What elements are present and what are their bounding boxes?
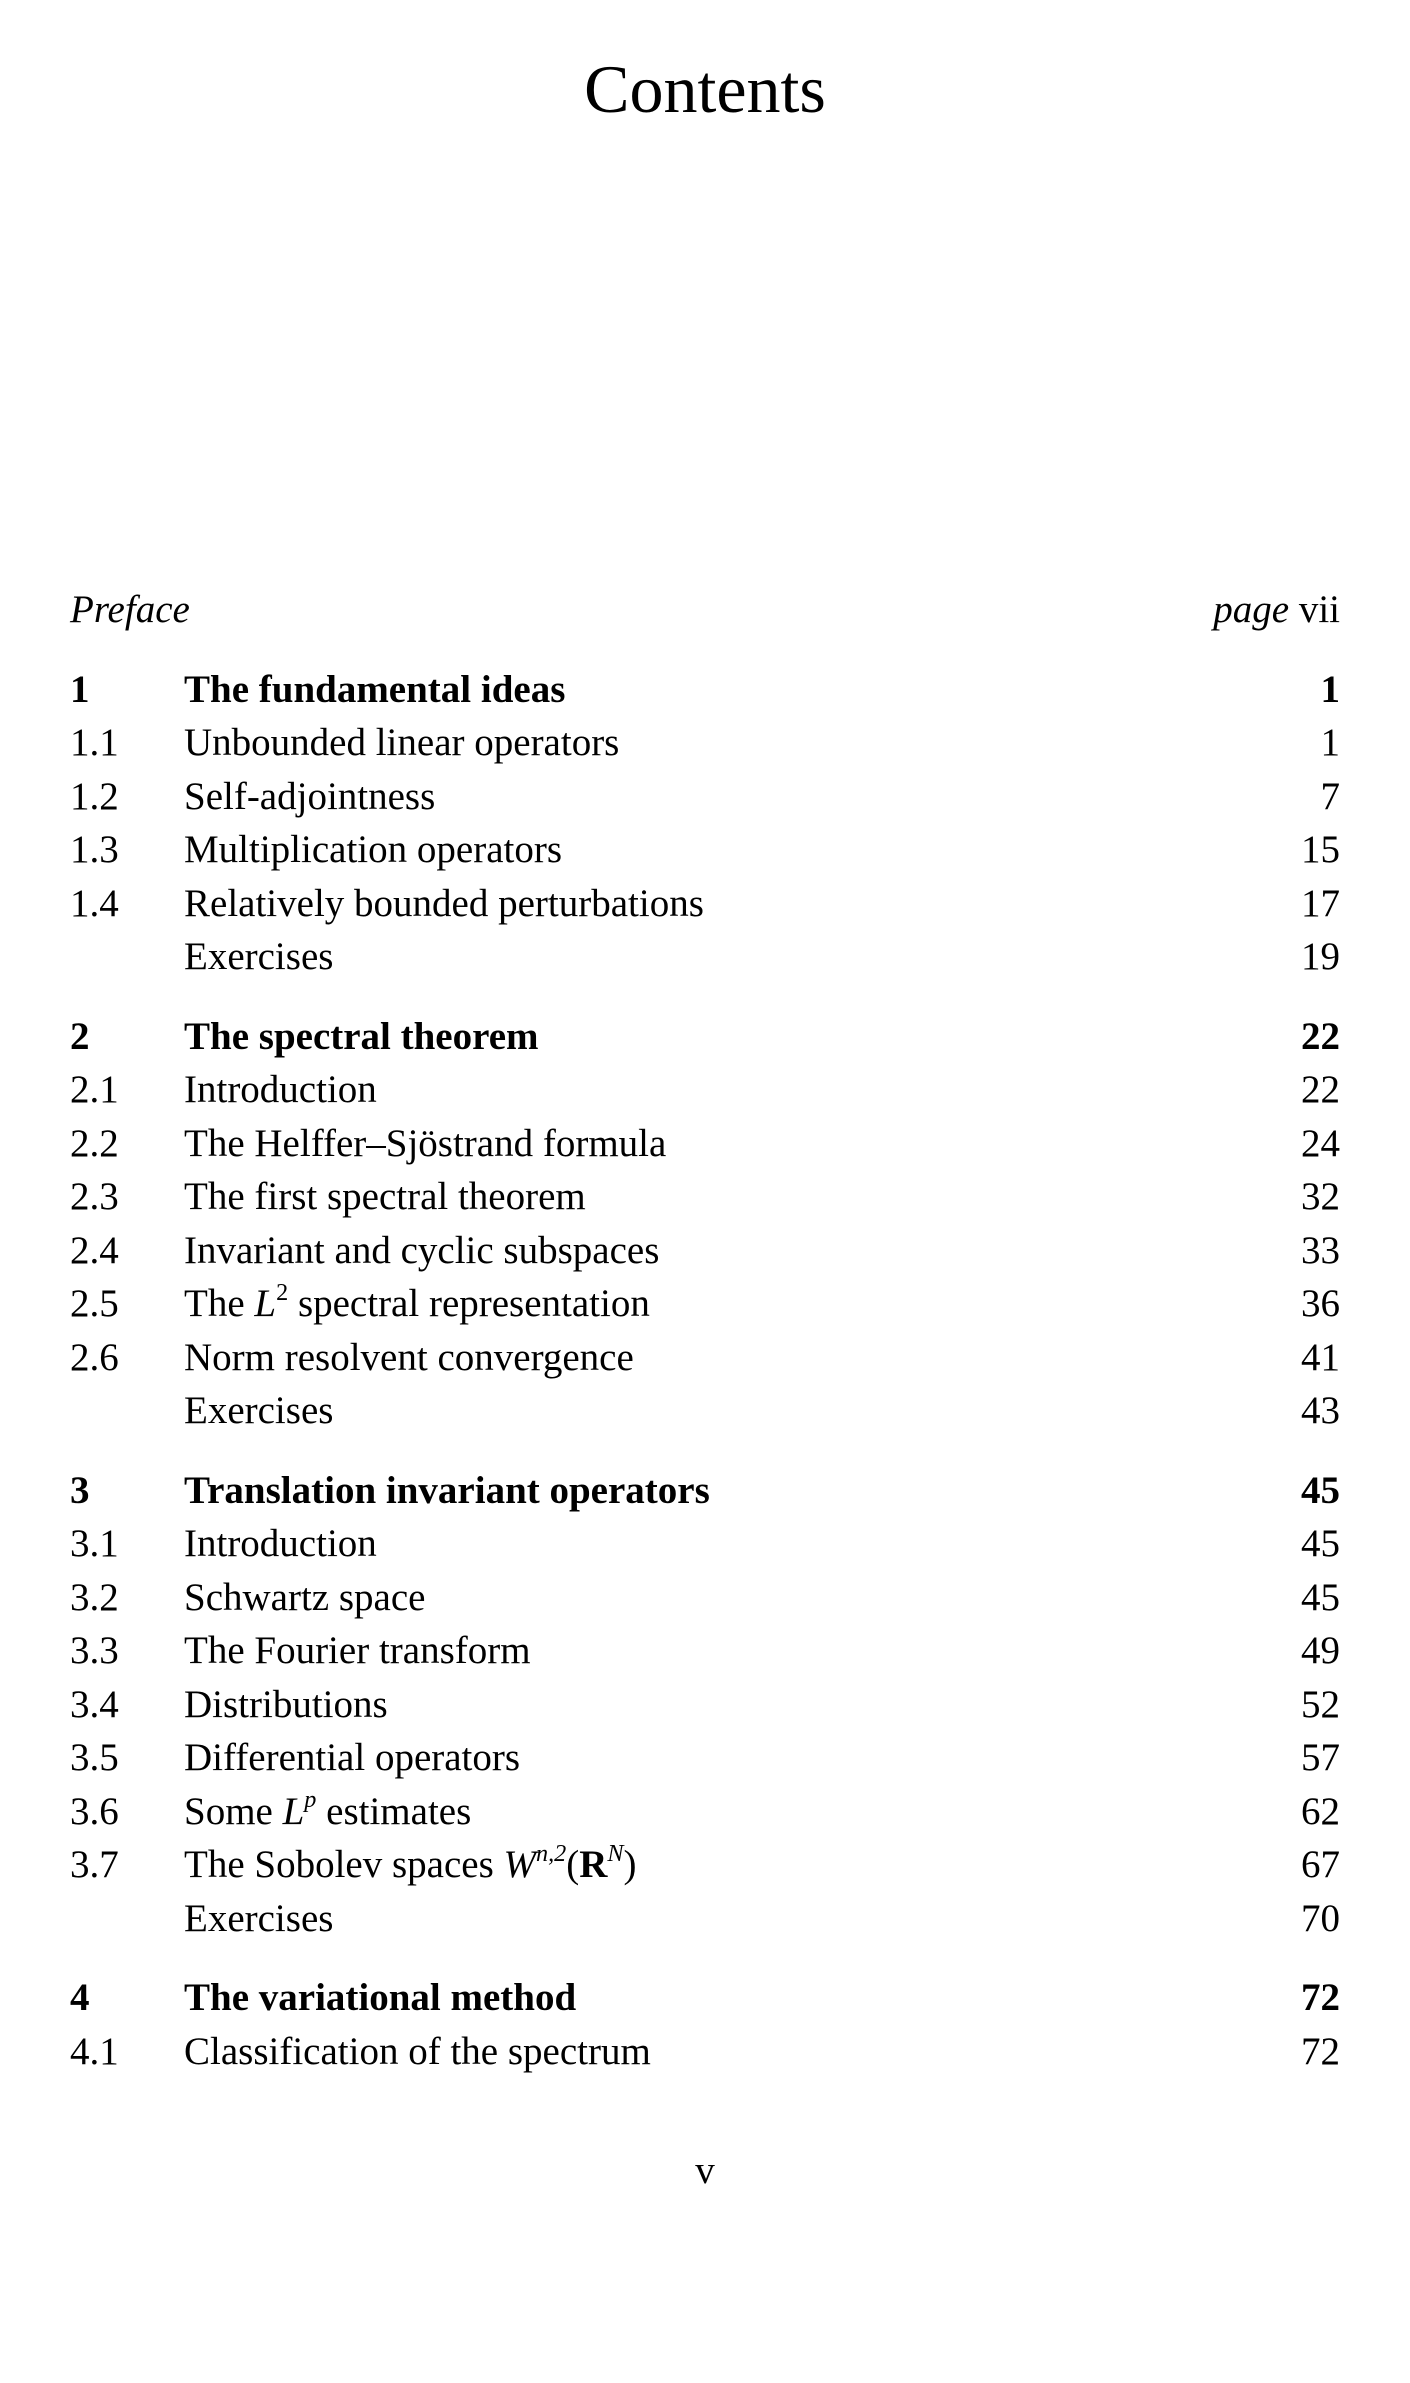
section-number: 3.5 (70, 1736, 119, 1779)
section-page: 43 (1301, 1389, 1340, 1432)
section-page: 17 (1301, 881, 1340, 925)
toc-row-section-3-4[interactable] (70, 1678, 1340, 1732)
section-page: 15 (1301, 828, 1340, 871)
toc-row-section-2-5[interactable] (70, 1277, 1340, 1331)
section-number: 1.2 (70, 774, 119, 818)
section-title: The $L^2$ spectral representation (184, 1278, 650, 1325)
chapter-page: 22 (1301, 1014, 1340, 1058)
section-number: 3.4 (70, 1682, 119, 1726)
section-number: 2.1 (70, 1068, 119, 1111)
toc-row-preface[interactable] (70, 583, 1340, 637)
section-title: Exercises (184, 935, 334, 978)
chapter-number: 2 (70, 1014, 90, 1058)
toc-row-section-1-1[interactable] (70, 716, 1340, 770)
toc-row-exercises-2[interactable] (70, 1384, 1340, 1438)
toc-row-section-3-5[interactable] (70, 1731, 1340, 1785)
table-of-contents (70, 583, 1340, 2078)
section-title: Invariant and cyclic subspaces (184, 1228, 660, 1272)
section-number: 2.5 (70, 1282, 119, 1325)
section-title: Some $L^p$ estimates (184, 1786, 472, 1833)
toc-row-chapter-1[interactable] (70, 663, 1340, 717)
section-page: 36 (1301, 1282, 1340, 1325)
page-title: Contents (584, 51, 826, 127)
toc-row-section-2-3[interactable] (70, 1170, 1340, 1224)
section-page: 49 (1301, 1629, 1340, 1672)
page-folio: v (695, 2149, 715, 2192)
toc-row-section-1-3[interactable] (70, 823, 1340, 877)
chapter-number: 4 (70, 1976, 90, 2019)
section-page: 19 (1301, 935, 1340, 978)
toc-row-section-3-3[interactable] (70, 1624, 1340, 1678)
toc-row-exercises-1[interactable] (70, 930, 1340, 984)
section-page: 22 (1301, 1068, 1340, 1111)
section-page: 62 (1301, 1789, 1340, 1833)
toc-row-section-3-1[interactable] (70, 1517, 1340, 1571)
section-title: The first spectral theorem (184, 1175, 586, 1218)
section-title: Classification of the spectrum (184, 2029, 651, 2073)
toc-row-section-2-1[interactable] (70, 1063, 1340, 1117)
section-title: The Sobolev spaces $W^{n,2}(R^N)$ (184, 1839, 637, 1886)
chapter-number: 1 (70, 667, 90, 711)
section-number: 2.2 (70, 1121, 119, 1165)
section-page: 1 (1320, 721, 1340, 764)
section-number: 3.7 (70, 1843, 119, 1886)
section-title: Relatively bounded perturbations (184, 881, 704, 925)
section-number: 1.1 (70, 721, 119, 764)
section-number: 3.3 (70, 1629, 119, 1672)
section-page: 72 (1301, 2029, 1340, 2073)
section-page: 70 (1301, 1896, 1340, 1940)
toc-row-section-4-1[interactable] (70, 2025, 1340, 2079)
toc-row-section-3-7[interactable] (70, 1838, 1340, 1892)
toc-row-section-2-6[interactable] (70, 1331, 1340, 1385)
toc-row-chapter-3[interactable] (70, 1464, 1340, 1518)
section-title: The Fourier transform (184, 1629, 531, 1672)
chapter-title: The spectral theorem (184, 1014, 539, 1058)
section-title: Differential operators (184, 1736, 521, 1779)
preface-title: Preface (70, 588, 190, 631)
section-number: 2.6 (70, 1335, 119, 1379)
section-page: 7 (1320, 774, 1340, 818)
section-page: 67 (1301, 1843, 1340, 1886)
toc-row-chapter-4[interactable] (70, 1971, 1340, 2025)
section-page: 33 (1301, 1228, 1340, 1272)
chapter-title: Translation invariant operators (184, 1468, 710, 1512)
section-page: 52 (1301, 1682, 1340, 1726)
section-number: 1.3 (70, 828, 119, 871)
chapter-page: 72 (1301, 1976, 1340, 2019)
section-title: Exercises (184, 1389, 334, 1432)
section-title: Introduction (184, 1522, 377, 1565)
section-page: 57 (1301, 1736, 1340, 1779)
section-page: 41 (1301, 1335, 1340, 1379)
section-number: 3.1 (70, 1522, 119, 1565)
preface-page: page vii (1213, 588, 1340, 631)
section-number: 4.1 (70, 2029, 119, 2073)
chapter-title: The variational method (184, 1976, 577, 2019)
toc-row-chapter-2[interactable] (70, 1010, 1340, 1064)
section-number: 3.2 (70, 1575, 119, 1619)
toc-row-section-3-2[interactable] (70, 1571, 1340, 1625)
chapter-title: The fundamental ideas (184, 667, 566, 711)
section-title: Schwartz space (184, 1575, 426, 1619)
section-number: 2.4 (70, 1228, 119, 1272)
section-title: Multiplication operators (184, 828, 563, 871)
section-title: Introduction (184, 1068, 377, 1111)
section-page: 24 (1301, 1121, 1340, 1165)
section-title: Norm resolvent convergence (184, 1335, 634, 1379)
section-title: Exercises (184, 1896, 334, 1940)
section-page: 32 (1301, 1175, 1340, 1218)
section-number: 1.4 (70, 881, 119, 925)
section-page: 45 (1301, 1575, 1340, 1619)
section-number: 2.3 (70, 1175, 119, 1218)
section-title: Distributions (184, 1682, 388, 1726)
toc-row-section-1-4[interactable] (70, 877, 1340, 931)
toc-row-section-2-4[interactable] (70, 1224, 1340, 1278)
section-title: Self-adjointness (184, 774, 436, 818)
toc-row-section-1-2[interactable] (70, 770, 1340, 824)
toc-row-section-3-6[interactable] (70, 1785, 1340, 1839)
section-title: The Helffer–Sjöstrand formula (184, 1121, 667, 1165)
chapter-number: 3 (70, 1468, 90, 1512)
chapter-page: 1 (1320, 667, 1340, 711)
section-page: 45 (1301, 1522, 1340, 1565)
chapter-page: 45 (1301, 1468, 1340, 1512)
section-number: 3.6 (70, 1789, 119, 1833)
section-title: Unbounded linear operators (184, 721, 620, 764)
toc-row-exercises-3[interactable] (70, 1892, 1340, 1946)
toc-row-section-2-2[interactable] (70, 1117, 1340, 1171)
